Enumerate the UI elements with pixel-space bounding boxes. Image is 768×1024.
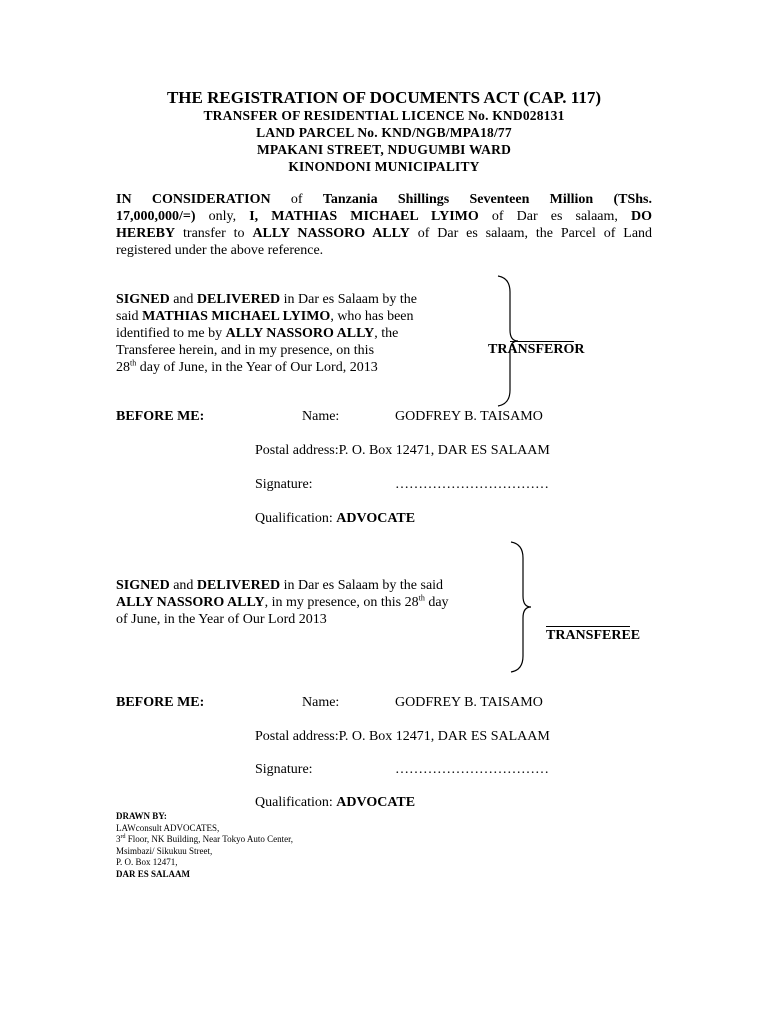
qualification	[255, 511, 415, 527]
text: SIGNED	[116, 578, 170, 593]
postal-label: Postal address:	[255, 443, 339, 458]
text: and	[173, 578, 194, 593]
text: , who has been	[330, 309, 414, 324]
land-parcel-number: LAND PARCEL No. KND/NGB/MPA18/77	[256, 125, 512, 140]
text: SIGNED	[116, 292, 170, 307]
transferee-name: ALLY NASSORO ALLY	[252, 226, 410, 241]
text: in Dar es Salaam by the said	[283, 578, 444, 593]
firm-po-box: P. O. Box 12471,	[116, 857, 178, 867]
text: HEREBY	[116, 226, 176, 241]
consideration-paragraph	[116, 191, 652, 259]
qualification-label: Qualification:	[255, 795, 333, 810]
right-brace-icon	[509, 540, 533, 674]
transferee-signature-line	[546, 626, 630, 627]
text: of	[290, 192, 303, 207]
postal-address	[255, 729, 550, 745]
name-label: Name:	[302, 695, 340, 710]
signature-dots: ……………………………	[395, 762, 549, 777]
transferee-name: ALLY NASSORO ALLY	[225, 326, 375, 341]
text: day of June, in the Year of Our Lord, 2013	[139, 360, 378, 375]
consideration-line-3	[116, 225, 652, 242]
text: Transferee herein, and in my presence, on this	[116, 343, 375, 358]
text: 28	[116, 360, 130, 375]
transferor-name: MATHIAS MICHAEL LYIMO	[271, 209, 479, 224]
document-title: THE REGISTRATION OF DOCUMENTS ACT (CAP. 117)	[166, 88, 602, 107]
firm-name: LAWconsult ADVOCATES,	[116, 822, 220, 833]
postal-value: P. O. Box 12471, DAR ES SALAAM	[338, 443, 550, 458]
text: DO	[631, 209, 652, 224]
postal-label: Postal address:	[255, 729, 339, 744]
text: transfer to	[183, 226, 245, 241]
ordinal-suffix: th	[130, 358, 137, 368]
firm-street: Msimbazi/ Sikukuu Street,	[116, 845, 213, 856]
amount-figures: 17,000,000/=)	[116, 209, 196, 224]
firm-address-line	[116, 834, 293, 846]
consideration-line-1	[116, 191, 652, 208]
witness-name: GODFREY B. TAISAMO	[395, 409, 543, 424]
qualification-value: ADVOCATE	[336, 511, 416, 526]
text: I,	[249, 209, 259, 224]
text: 3	[116, 834, 121, 844]
transferor-name: MATHIAS MICHAEL LYIMO	[142, 309, 331, 324]
consideration-line-4: registered under the above reference.	[116, 243, 324, 258]
text: of Dar es salaam,	[491, 209, 618, 224]
signature-dots: ……………………………	[395, 477, 549, 492]
qualification	[255, 795, 415, 811]
transferee-label: TRANSFEREE	[546, 628, 641, 643]
firm-city: DAR ES SALAAM	[116, 868, 191, 879]
ordinal-suffix: th	[418, 593, 425, 603]
municipality: KINONDONI MUNICIPALITY	[288, 159, 480, 174]
text: , in my presence, on this 28	[264, 595, 419, 610]
transferor-signing-clause	[116, 291, 417, 376]
text: identified to me by	[116, 326, 223, 341]
signature-label: Signature:	[255, 477, 313, 492]
transferee-signing-clause	[116, 577, 449, 628]
text: of June, in the Year of Our Lord 2013	[116, 612, 327, 627]
text: and	[173, 292, 194, 307]
before-me-label: BEFORE ME:	[116, 409, 205, 424]
before-me-label: BEFORE ME:	[116, 695, 205, 710]
text: , the	[374, 326, 399, 341]
text: in Dar es Salaam by the	[283, 292, 418, 307]
text: day	[428, 595, 449, 610]
consideration-heading: IN CONSIDERATION	[116, 192, 271, 207]
signature-label: Signature:	[255, 762, 313, 777]
transferor-label: TRANSFEROR	[488, 342, 585, 357]
drawn-by-block	[116, 811, 293, 880]
transferee-name: ALLY NASSORO ALLY	[116, 595, 265, 610]
text: said	[116, 309, 139, 324]
name-label: Name:	[302, 409, 340, 424]
street-ward: MPAKANI STREET, NDUGUMBI WARD	[256, 142, 512, 157]
text: DELIVERED	[196, 292, 281, 307]
consideration-line-2	[116, 208, 652, 225]
witness-name: GODFREY B. TAISAMO	[395, 695, 543, 710]
text: Floor, NK Building, Near Tokyo Auto Center,	[127, 834, 293, 844]
amount-words: Tanzania Shillings Seventeen Million (TShs.	[322, 192, 652, 207]
postal-value: P. O. Box 12471, DAR ES SALAAM	[338, 729, 550, 744]
text: only,	[208, 209, 237, 224]
drawn-by-heading: DRAWN BY:	[116, 811, 167, 821]
licence-number: TRANSFER OF RESIDENTIAL LICENCE No. KND028131	[203, 108, 565, 123]
qualification-label: Qualification:	[255, 511, 333, 526]
postal-address	[255, 443, 550, 459]
qualification-value: ADVOCATE	[336, 795, 416, 810]
text: of Dar es salaam, the Parcel of Land	[417, 226, 653, 241]
ordinal-suffix: rd	[120, 834, 126, 840]
text: DELIVERED	[196, 578, 281, 593]
